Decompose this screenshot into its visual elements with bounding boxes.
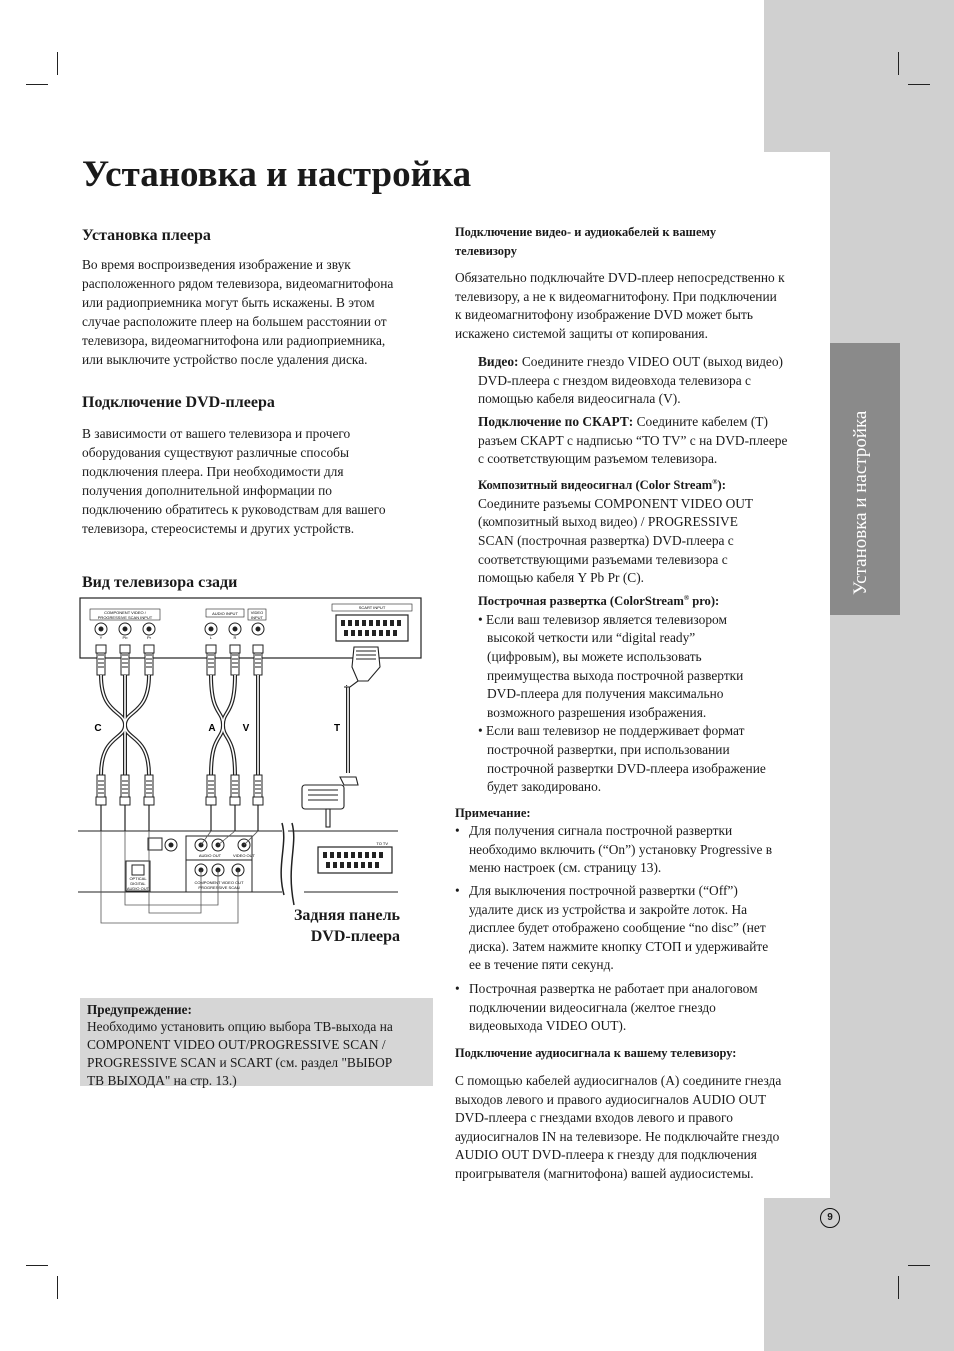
cable-t-label: T: [333, 723, 341, 734]
crop-mark: [908, 1265, 930, 1266]
text-line: к видеомагнитофону изображение DVD может быть: [455, 307, 753, 323]
text-line: случае расположите плеер на большем расстоянии от: [82, 314, 387, 329]
tv-component-label-1: COMPONENT VIDEO /: [104, 610, 146, 615]
paragraph-intro: [455, 269, 785, 343]
rear-panel-label: [250, 905, 400, 947]
text-line: выходов левого и правого аудиосигналов AUDIO OUT: [455, 1091, 767, 1107]
section-heading-connect: Подключение DVD-плеера: [82, 394, 275, 411]
text-line: помощью кабеля Y Pb Pr (C).: [478, 570, 645, 586]
text-line: (цифровым), вы можете использовать: [487, 648, 702, 664]
tv-audio-label: AUDIO INPUT: [212, 611, 238, 616]
side-band-bottom: [764, 1198, 954, 1351]
text-line: помощью кабеля видеосигнала (V).: [478, 391, 681, 407]
tv-scart-socket: [336, 615, 408, 641]
paragraph-connect: [82, 424, 432, 538]
dvd-video-out-label: VIDEO OUT: [232, 853, 256, 858]
paragraph-component: [478, 473, 753, 588]
tv-jack-pr: Pr: [147, 635, 151, 640]
progressive-term: Построчная развертка (ColorStream: [478, 594, 684, 609]
side-tab-label: Установка и настройка: [850, 410, 871, 595]
video-line-1: Соедините гнездо VIDEO OUT (выход видео): [518, 354, 784, 369]
dvd-optical-label-3: AUDIO OUT: [126, 886, 150, 891]
rear-panel-label-line1: Задняя панель: [293, 907, 400, 924]
crop-mark: [908, 84, 930, 85]
note-title: Примечание:: [455, 806, 531, 820]
section-heading-install: Установка плеера: [82, 227, 211, 244]
text-line: С помощью кабелей аудиосигналов (A) соедините гнезда: [455, 1073, 782, 1088]
paragraph-audio: [455, 1072, 781, 1184]
text-line: возможного разрешения изображения.: [487, 704, 707, 720]
tv-scart-label: SCART INPUT: [358, 605, 386, 610]
text-line: телевизору, а не к видеомагнитофону. При подключении: [455, 288, 777, 304]
text-line: COMPONENT VIDEO OUT/PROGRESSIVE SCAN /: [87, 1037, 386, 1052]
text-line: с соответствующим разъемом телевизора.: [478, 451, 718, 467]
warning-title: Предупреждение:: [87, 1002, 192, 1017]
text-line: • Если ваш телевизор является телевизором: [478, 611, 727, 627]
text-line: Во время воспроизведения изображение и звук: [82, 257, 351, 272]
dvd-scart-socket: [318, 847, 392, 873]
text-line: видеовыхода VIDEO OUT).: [469, 1018, 627, 1034]
text-line: [478, 589, 766, 611]
text-line: аудиосигналов IN на телевизоре. Не подключайте гнездо: [455, 1128, 780, 1144]
text-line: будет закодировано.: [487, 779, 602, 795]
text-line: получения дополнительной информации по: [82, 483, 332, 498]
text-line: ее в течение пяти секунд.: [469, 957, 614, 973]
text-line: PROGRESSIVE SCAN и SCART (см. раздел "ВЫБОР: [87, 1055, 393, 1070]
note-bullet-2: [455, 882, 768, 975]
text-line: В зависимости от вашего телевизора и прочего: [82, 426, 351, 441]
tv-jack-l: L: [209, 635, 213, 640]
cables: [101, 675, 348, 775]
component-term: Композитный видеосигнал (Color Stream: [478, 478, 713, 493]
tv-jack-y: Y: [99, 635, 103, 640]
side-band-top: [764, 0, 954, 152]
scart-line-1: Соедините кабелем (T): [633, 414, 768, 429]
text-line: оборудования существуют различные способы: [82, 445, 349, 460]
cable-a-label: A: [208, 723, 216, 734]
text-line: телевизора, видеомагнитофона или радиоприемника,: [82, 333, 386, 348]
warning-text: [87, 1018, 432, 1090]
paragraph-video: [478, 353, 783, 409]
text-line: телевизору: [455, 243, 517, 258]
section-heading-tv-rear: Вид телевизора сзади: [82, 574, 238, 591]
crop-mark: [57, 1276, 58, 1299]
page-title: Установка и настройка: [82, 154, 472, 195]
note-text: Построчная развертка не работает при аналоговом: [469, 981, 758, 996]
text-line: [455, 882, 768, 901]
text-line: подключении видеосигнала (желтое гнездо: [469, 999, 716, 1015]
bullet: •: [455, 823, 460, 838]
tv-jack-pb: Pb: [122, 635, 128, 640]
text-line: телевизора, стереосистемы и других устройств.: [82, 521, 355, 536]
text-line: [478, 413, 787, 432]
text-line: построчной развертки, при использовании: [487, 741, 730, 757]
text-line: соответствующими разъемами телевизора с: [478, 551, 728, 567]
registered-mark: ®: [712, 478, 718, 486]
text-line: проигрывателя (магнитофона) вашей аудиосистемы.: [455, 1165, 754, 1181]
text-line: DVD-плеера с гнездом видеовхода телевизора с: [478, 372, 751, 388]
component-term-end: ):: [717, 478, 726, 493]
text-line: диска). Затем нажмите кнопку СТОП и удерживайте: [469, 938, 769, 954]
text-line: Обязательно подключайте DVD-плеер непосредственно к: [455, 270, 785, 285]
scart-term: Подключение по СКАРТ:: [478, 414, 634, 429]
text-line: Подключение видео- и аудиокабелей к вашему: [455, 225, 717, 239]
dvd-optical-label-1: OPTICAL: [129, 876, 147, 881]
text-line: необходимо включить (“On”) установку Progressive в: [469, 841, 773, 857]
bullet: •: [455, 883, 460, 898]
tv-component-label-2: PROGRESSIVE SCAN INPUT: [97, 615, 153, 620]
cable-c-label: C: [94, 723, 102, 734]
registered-mark: ®: [683, 594, 690, 602]
dvd-optical-label-2: DIGITAL: [130, 881, 146, 886]
tv-video-label-1: VIDEO: [250, 610, 264, 615]
text-line: расположенного рядом телевизора, видеомагнитофона: [82, 276, 394, 291]
text-line: Соедините разъемы COMPONENT VIDEO OUT: [478, 495, 754, 511]
scart-plug-bottom: [302, 777, 358, 827]
tv-video-label-2: INPUT: [251, 615, 263, 620]
text-line: искажено системой защиты от копирования.: [455, 325, 708, 341]
dvd-component-label-1: COMPONENT VIDEO OUT: [194, 880, 244, 885]
text-line: разъем СКАРТ с надписью “TO TV” с на DVD-плеере: [478, 432, 788, 448]
text-line: DVD-плеера для получения максимально: [487, 686, 724, 702]
crop-mark: [898, 52, 899, 75]
text-line: SCAN (построчная развертка) DVD-плеера с: [478, 532, 734, 548]
text-line: [478, 353, 783, 372]
crop-mark: [898, 1276, 899, 1299]
text-line: удалите диск из устройства и закройте лоток. На: [469, 901, 748, 917]
rca-plugs-bottom: [96, 775, 263, 805]
text-line: подключению обратитесь к руководствам для вашего: [82, 502, 386, 517]
audio-heading: Подключение аудиосигнала к вашему телевизору:: [455, 1046, 737, 1060]
note-text: Для выключения построчной развертки (“Off”): [469, 883, 738, 898]
text-line: (композитный выход видео) / PROGRESSIVE: [478, 514, 738, 530]
text-line: или радиоприемника могут быть искажены. В этом: [82, 295, 375, 310]
dvd-component-label-2: PROGRESSIVE SCAN: [198, 885, 240, 890]
note-bullet-3: [455, 980, 758, 1036]
text-line: преимущества выхода построчной развертки: [487, 667, 744, 683]
bullet: •: [455, 981, 460, 996]
video-term: Видео:: [478, 354, 519, 369]
page-number: 9: [820, 1208, 840, 1228]
connection-diagram: [78, 595, 423, 940]
text-line: дисплее будет отображено сообщение “no disc” (нет: [469, 920, 766, 936]
note-bullet-1: [455, 822, 772, 878]
cable-v-label: V: [242, 723, 250, 734]
text-line: [478, 473, 753, 495]
text-line: AUDIO OUT DVD-плеера к гнезду для подключения: [455, 1147, 757, 1163]
crop-mark: [26, 84, 48, 85]
tv-jack-r: R: [233, 635, 237, 640]
plug-wires: [101, 805, 258, 831]
text-line: [455, 822, 772, 841]
text-line: Необходимо установить опцию выбора ТВ-выхода на: [87, 1019, 393, 1034]
text-line: или выключите устройство после удаления диска.: [82, 352, 368, 367]
text-line: высокой четкости или “digital ready”: [487, 630, 696, 646]
paragraph-scart: [478, 413, 787, 469]
text-line: DVD-плеера с гнездами входов левого и правого: [455, 1110, 733, 1126]
text-line: построчной развертки DVD-плеера изображение: [487, 760, 766, 776]
rear-panel-label-line2: DVD-плеера: [310, 928, 400, 945]
dvd-audio-out-label: AUDIO OUT: [198, 853, 222, 858]
note-text: Для получения сигнала построчной развертки: [469, 823, 733, 838]
crop-mark: [57, 52, 58, 75]
side-band-middle: [830, 152, 954, 1198]
text-line: • Если ваш телевизор не поддерживает формат: [478, 723, 745, 739]
progressive-term-end: pro):: [689, 594, 720, 609]
text-line: ТВ ВЫХОДА" на стр. 13.): [87, 1073, 237, 1088]
paragraph-install: [82, 255, 432, 369]
text-line: подключения плеера. При необходимости для: [82, 464, 344, 479]
right-heading-video-audio: [455, 223, 716, 260]
text-line: меню настроек (см. страницу 13).: [469, 860, 662, 876]
crop-mark: [26, 1265, 48, 1266]
text-line: [455, 980, 758, 999]
paragraph-progressive: [478, 589, 766, 797]
dvd-to-tv-label: TO TV: [376, 841, 388, 846]
